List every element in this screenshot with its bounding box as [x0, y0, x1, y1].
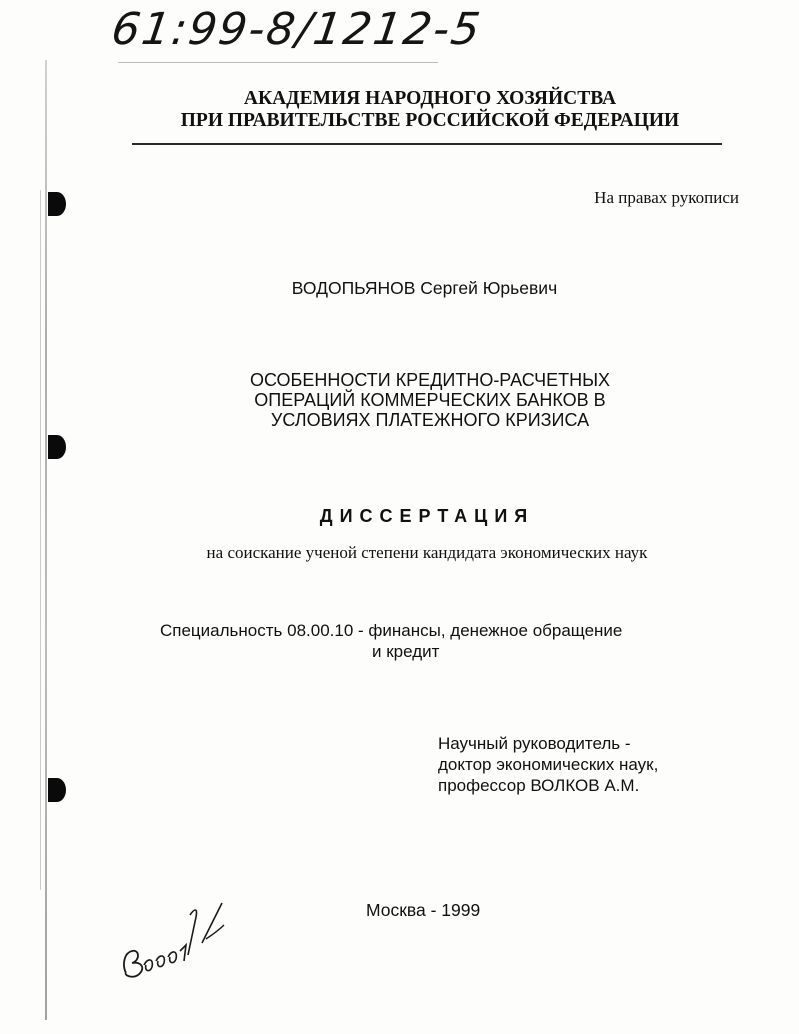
supervisor-line-1: Научный руководитель - — [438, 734, 631, 753]
handwritten-signature — [118, 895, 228, 985]
institution-header — [150, 88, 710, 132]
header-rule — [132, 143, 722, 145]
handwritten-catalog-number: 61:99-8/1212-5 — [108, 4, 485, 55]
handwriting-baseline — [118, 62, 438, 63]
specialty-line-1: Специальность 08.00.10 - финансы, денежное обращение — [160, 621, 623, 640]
rights-note: На правах рукописи — [594, 188, 739, 207]
document-type: ДИССЕРТАЦИЯ — [319, 506, 535, 526]
title-line-3: УСЛОВИЯХ ПЛАТЕЖНОГО КРИЗИСА — [270, 410, 590, 430]
dissertation-title — [200, 370, 660, 430]
binding-hole-top — [48, 192, 66, 216]
institution-line-2: ПРИ ПРАВИТЕЛЬСТВЕ РОССИЙСКОЙ ФЕДЕРАЦИИ — [180, 110, 680, 131]
title-line-2: ОПЕРАЦИЙ КОММЕРЧЕСКИХ БАНКОВ В — [254, 390, 606, 410]
supervisor-block — [438, 733, 658, 796]
scan-edge-line — [45, 60, 47, 1020]
supervisor-line-2: доктор экономических наук, — [438, 755, 659, 774]
place-and-year: Москва - 1999 — [366, 900, 481, 920]
binding-hole-middle — [48, 435, 66, 459]
degree-line: на соискание ученой степени кандидата экономических наук — [206, 543, 648, 562]
specialty-line-2: и кредит — [372, 642, 440, 661]
title-line-1: ОСОБЕННОСТИ КРЕДИТНО-РАСЧЕТНЫХ — [249, 370, 611, 390]
author-name: ВОДОПЬЯНОВ Сергей Юрьевич — [291, 278, 558, 298]
supervisor-line-3: профессор ВОЛКОВ А.М. — [438, 776, 640, 795]
institution-line-1: АКАДЕМИЯ НАРОДНОГО ХОЗЯЙСТВА — [243, 88, 617, 109]
binding-hole-bottom — [48, 778, 66, 802]
specialty — [160, 620, 622, 662]
